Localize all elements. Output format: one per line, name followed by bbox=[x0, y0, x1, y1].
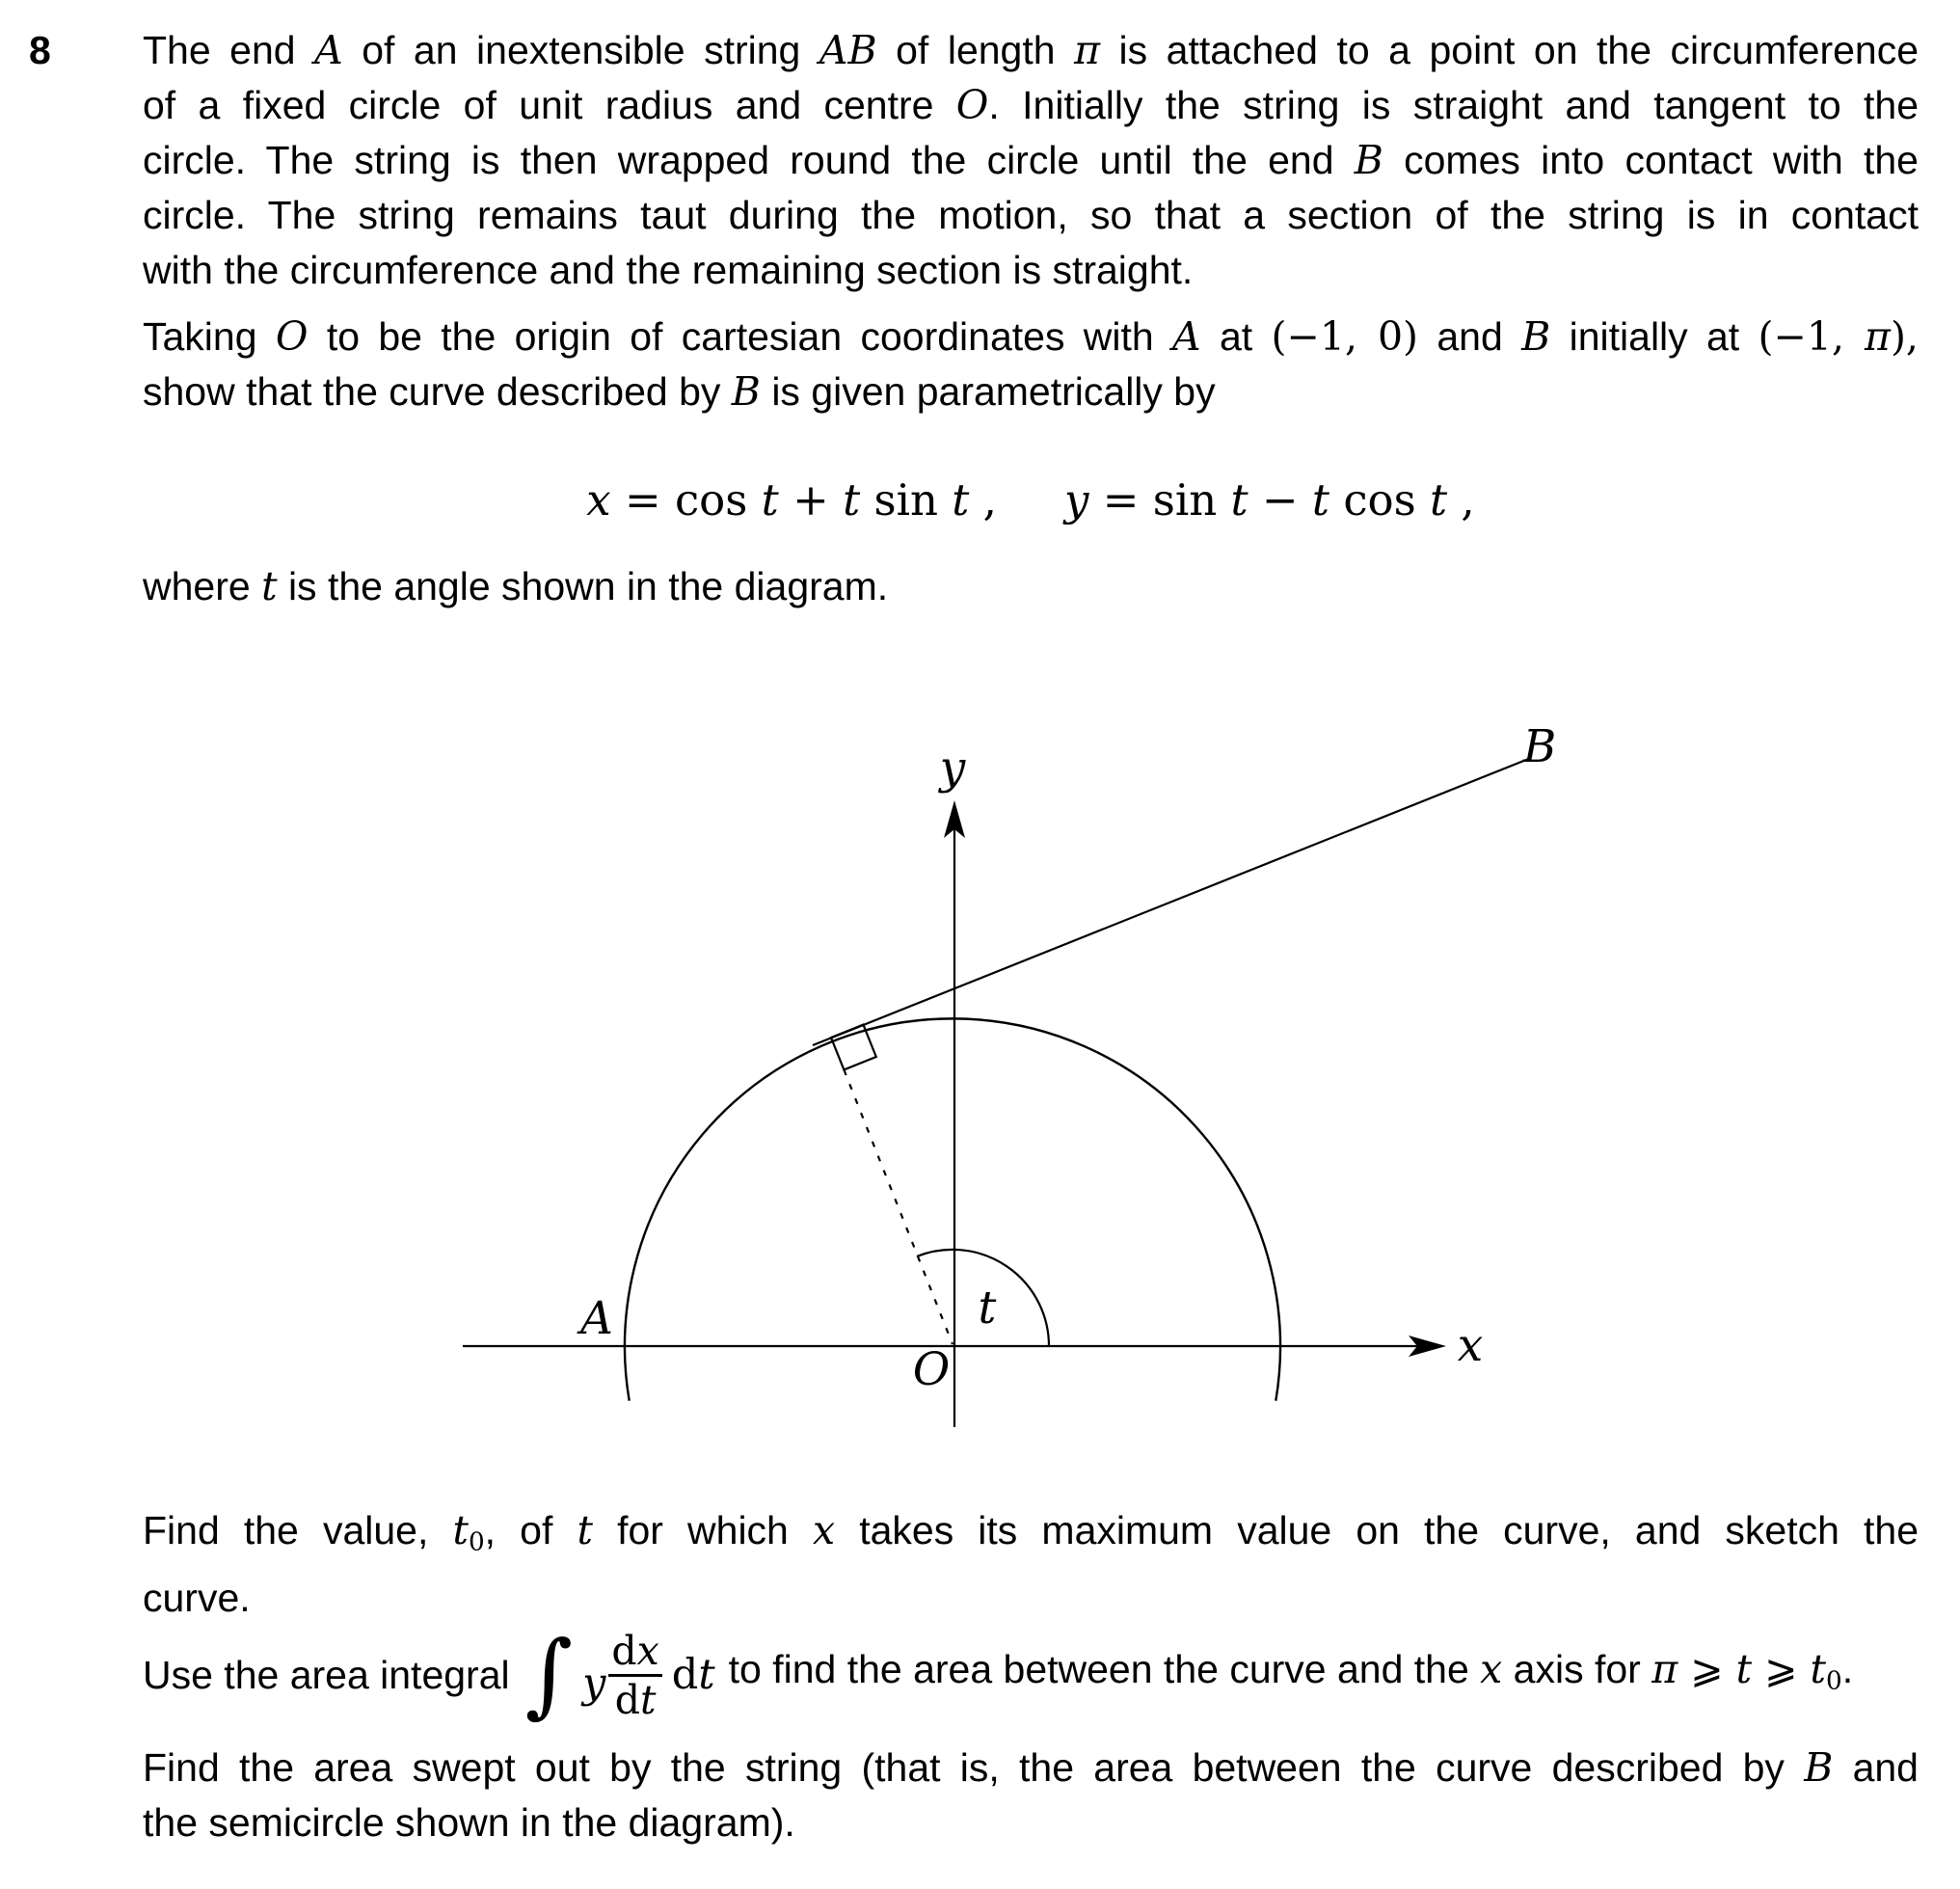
statement-line: Taking O to be the origin of cartesian coordinates with A at (−1, 0) and B initially at (−1, π), bbox=[143, 313, 1919, 360]
integral-prefix-text: Use the area integral bbox=[143, 1653, 510, 1698]
statement-line: Find the area swept out by the string (that is, the area between the curve described by B and bbox=[143, 1743, 1919, 1791]
x-italic: x bbox=[636, 1627, 659, 1674]
paragraph-find-t0 bbox=[143, 1503, 1919, 1626]
statement-line: circle. The string is then wrapped round the circle until the end B comes into contact with the bbox=[143, 137, 1919, 183]
point-b-label: B bbox=[1522, 720, 1557, 773]
paragraph-swept-area bbox=[143, 1741, 1919, 1850]
area-integral-sentence bbox=[143, 1622, 1919, 1729]
statement-line: Find the value, t0, of t for which x takes its maximum value on the curve, and sketch the bbox=[143, 1507, 1919, 1557]
t-italic: t bbox=[698, 1651, 715, 1700]
d-roman: d bbox=[611, 1627, 637, 1674]
statement-line: curve. bbox=[143, 1575, 251, 1620]
paragraph-1 bbox=[143, 23, 1919, 298]
dt-differential bbox=[672, 1648, 715, 1703]
d-roman: d bbox=[614, 1677, 640, 1724]
radius-dotted-line bbox=[844, 1069, 953, 1344]
fraction-denominator bbox=[612, 1677, 659, 1723]
dx-dt-fraction bbox=[608, 1628, 661, 1724]
integral-sign: ∫ bbox=[524, 1622, 574, 1729]
area-integral-expression bbox=[524, 1622, 715, 1729]
statement-line: The end A of an inextensible string AB of length π is attached to a point on the circumference bbox=[143, 27, 1919, 73]
y-axis-label: y bbox=[939, 742, 966, 795]
origin-label: O bbox=[912, 1343, 951, 1396]
parametric-equation: x = cos t + t sin t , y = sin t − t cos t , bbox=[586, 474, 1475, 526]
d-roman: d bbox=[671, 1651, 699, 1700]
angle-t-label: t bbox=[978, 1282, 997, 1335]
question-body bbox=[143, 23, 1919, 1850]
statement-line: of a fixed circle of unit radius and centre O. Initially the string is straight and tangent to the bbox=[143, 82, 1919, 128]
question-number: 8 bbox=[29, 28, 51, 72]
diagram bbox=[143, 614, 1919, 1503]
t-italic: t bbox=[639, 1677, 657, 1724]
statement-line: circle. The string remains taut during the motion, so that a section of the string is in contact bbox=[143, 193, 1919, 237]
fraction-numerator bbox=[608, 1628, 661, 1677]
integrand-y: y bbox=[582, 1660, 606, 1709]
statement-line: with the circumference and the remaining section is straight. bbox=[143, 248, 1194, 292]
paragraph-2 bbox=[143, 310, 1919, 419]
point-a-label: A bbox=[580, 1292, 613, 1345]
statement-line: the semicircle shown in the diagram). bbox=[143, 1799, 795, 1845]
integral-suffix-text: to find the area between the curve and the x axis for π ⩾ t ⩾ t0. bbox=[728, 1645, 1854, 1696]
diagram-figure bbox=[405, 694, 1620, 1446]
tangent-string-line bbox=[813, 758, 1531, 1045]
statement-line: show that the curve described by B is given parametrically by bbox=[143, 368, 1216, 415]
x-axis-label: x bbox=[1457, 1319, 1484, 1372]
right-angle-marker bbox=[831, 1025, 876, 1070]
where-line: where t is the angle shown in the diagram. bbox=[143, 563, 889, 609]
